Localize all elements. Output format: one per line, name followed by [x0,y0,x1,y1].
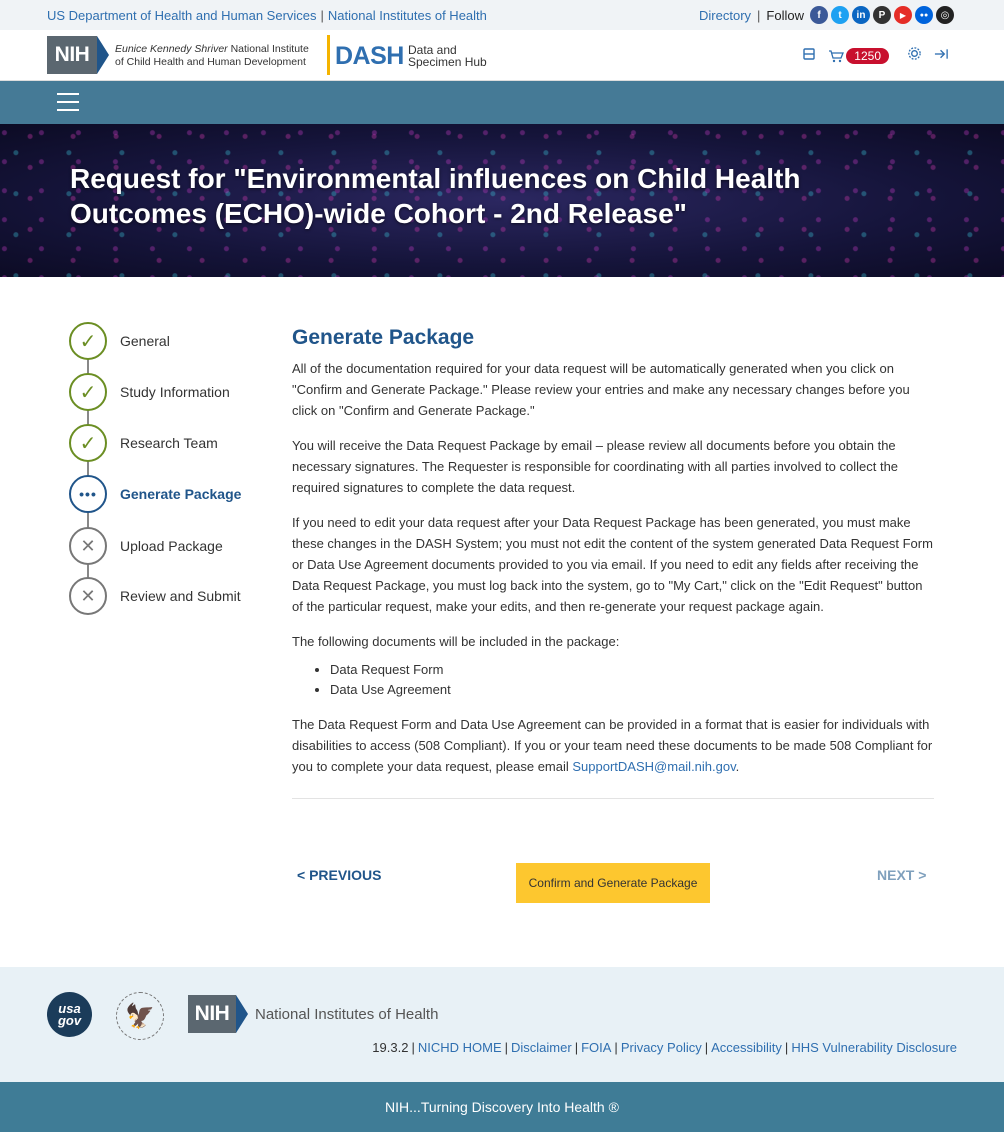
nih-logo-box: NIH [47,36,97,74]
step-label: Generate Package [120,486,242,502]
x-icon: ✕ [69,577,107,615]
site-footer [0,967,1004,1082]
instagram-icon[interactable]: ◎ [936,6,954,24]
hamburger-menu-icon[interactable] [57,93,79,111]
intro-paragraph: All of the documentation required for your data request will be automatically generated when you click on "Confirm and Generate Package." Please review your entries and make any necessary changes before you click on "Confirm and Generate Package." [292,361,910,418]
nih-logo-arrow [236,995,248,1033]
cart-button[interactable] [828,48,889,64]
main-nav-bar [0,81,1004,124]
dash-logo-subtitle [408,44,487,68]
follow-label: Follow [766,7,804,23]
nichd-home-link[interactable]: NICHD HOME [417,1040,502,1055]
dash-logo-bar [327,35,330,75]
previous-label: PREVIOUS [309,867,382,883]
footer-nih-logo[interactable] [188,995,438,1033]
next-label: NEXT [877,867,915,883]
check-icon: ✓ [69,373,107,411]
x-icon: ✕ [69,527,107,565]
chevron-right-icon: > [918,867,927,883]
flickr-icon[interactable]: ●● [915,6,933,24]
header-icons [802,46,949,65]
nih-logo[interactable] [47,36,109,74]
nih-name: National Institutes of Health [255,1005,439,1023]
step-label: Upload Package [120,538,223,554]
step-label: Research Team [120,435,218,451]
facebook-icon[interactable]: f [810,6,828,24]
nih-logo-box: NIH [188,995,236,1033]
accessibility-paragraph [292,714,934,777]
list-item: • Data Request Form [330,660,934,680]
chevron-left-icon: < [297,867,306,883]
usagov-line1: usa [58,1000,81,1016]
cart-icon [828,49,844,63]
page-title: Request for "Environmental influences on Child Health Outcomes (ECHO)-wide Cohort - 2nd Release" [70,163,801,229]
accessibility-link[interactable]: Accessibility [711,1040,782,1055]
institute-name-rest: National Institute [227,43,309,55]
utility-right [699,6,954,24]
dash-logo[interactable]: DASH [335,42,404,70]
edit-paragraph: If you need to edit your data request after your Data Request Package has been generated, you must make these changes in the DASH System; you must not edit the content of the system generated Data Request Form or Data Use Agreement documents provided to you via email. If you need to edit any fields after receiving the Data Request Package, you must log back into the system, go to "My Cart," click on the "Edit Request" button of the particular request, make your edits, and then re-generate your request package again. [292,515,933,614]
check-icon: ✓ [69,424,107,462]
period: . [735,759,740,774]
sign-in-icon[interactable] [934,47,949,65]
utility-bar [0,0,1004,30]
settings-gear-icon[interactable] [907,46,922,65]
divider [292,798,934,799]
accessibility-text: The Data Request Form and Data Use Agreement can be provided in a format that is easier for individuals with disabilities to access (508 Compliant). If you or your team need these documents to be made 508 Compliant for you to complete your data request, please email [292,717,933,774]
documents-list [330,660,934,700]
hero-banner [0,124,1004,277]
step-generate-package[interactable] [69,475,289,513]
directory-link[interactable]: Directory [699,7,752,23]
support-email-link[interactable]: SupportDASH@mail.nih.gov [572,759,736,774]
step-research-team[interactable] [69,424,289,462]
pinterest-icon[interactable]: P [873,6,891,24]
hhs-link[interactable]: US Department of Health and Human Services [47,8,317,23]
step-review-and-submit[interactable] [69,577,289,615]
nih-link[interactable]: National Institutes of Health [327,8,487,23]
nih-logo-arrow [97,36,109,74]
step-study-information[interactable] [69,373,289,411]
step-label: Study Information [120,384,230,400]
version-label: 19.3.2 [372,1040,409,1055]
check-icon: ✓ [69,322,107,360]
next-button[interactable] [877,867,926,883]
institute-name-italic: Eunice Kennedy Shriver [115,43,228,55]
privacy-policy-link[interactable]: Privacy Policy [620,1040,702,1055]
twitter-icon[interactable]: t [831,6,849,24]
list-item: • Data Use Agreement [330,680,934,700]
usagov-logo[interactable] [47,992,92,1037]
step-label: General [120,333,170,349]
footer-tagline: NIH...Turning Discovery Into Health ® [0,1082,1004,1132]
previous-button[interactable] [297,867,381,883]
documents-intro: The following documents will be included in the package: [292,634,620,649]
utility-links [47,8,487,23]
ellipsis-icon: ••• [69,475,107,513]
main-content [292,325,934,791]
step-general[interactable] [69,322,289,360]
email-paragraph: You will receive the Data Request Package by email – please review all documents before you obtain the necessary signatures. The Requester is responsible for coordinating with all parties involved to collect the required signatures to complete the data request. [292,438,899,495]
hhs-seal-icon[interactable]: 🦅 [116,992,164,1040]
foia-link[interactable]: FOIA [581,1040,612,1055]
confirm-and-generate-button[interactable]: Confirm and Generate Package [516,863,710,903]
step-label: Review and Submit [120,588,241,604]
step-upload-package[interactable] [69,527,289,565]
section-heading: Generate Package [292,326,475,349]
inbox-icon[interactable] [802,47,816,65]
site-header [0,30,1004,81]
usagov-line2: gov [57,1012,82,1028]
cart-count-badge: 1250 [846,48,889,64]
institute-name [115,43,309,69]
separator: | [320,8,324,23]
hhs-vulnerability-link[interactable]: HHS Vulnerability Disclosure [791,1040,957,1055]
dash-sub-line2: Specimen Hub [408,55,487,69]
institute-name-line2: of Child Health and Human Development [115,56,306,68]
linkedin-icon[interactable]: in [852,6,870,24]
disclaimer-link[interactable]: Disclaimer [511,1040,572,1055]
youtube-icon[interactable]: ▶ [894,6,912,24]
footer-links: 19.3.2 | NICHD HOME | Disclaimer | FOIA | Privacy Policy | Accessibility | HHS Vulnerability Disclosure [372,1040,957,1055]
dash-sub-line1: Data and [408,43,457,57]
separator: | [757,7,761,23]
